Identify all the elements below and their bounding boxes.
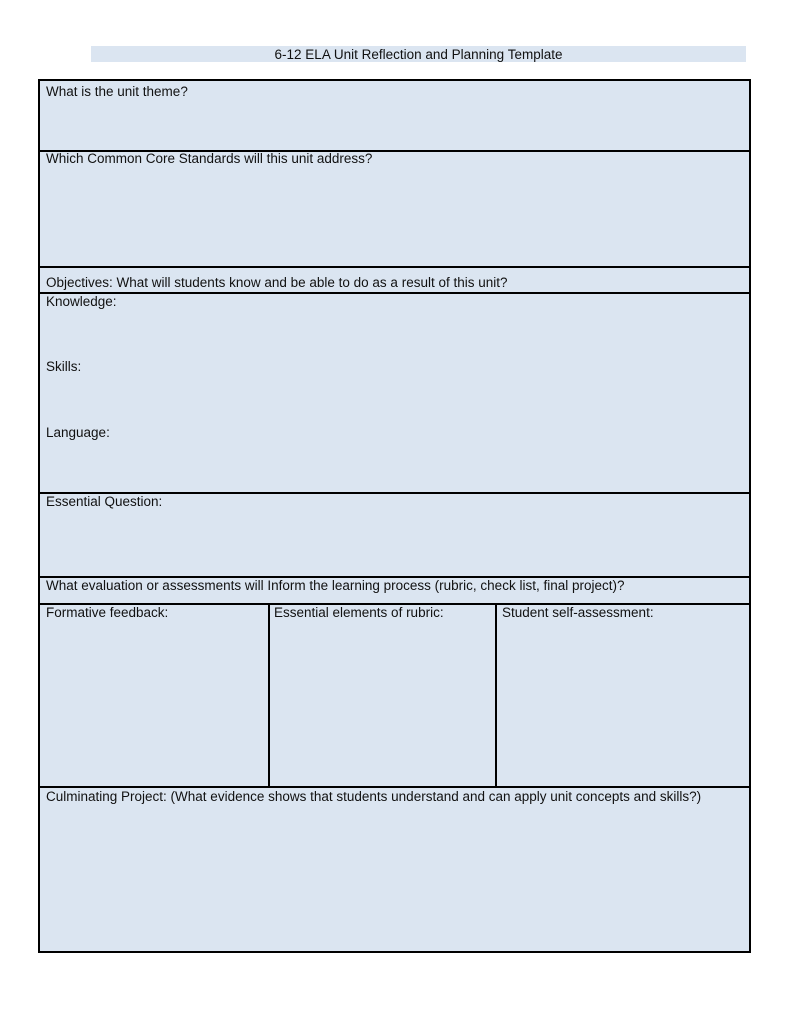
formative-feedback-label: Formative feedback: [46,605,169,620]
objectives-details-section[interactable] [40,292,749,494]
essential-question-section[interactable] [40,492,749,578]
document-title: 6-12 ELA Unit Reflection and Planning Template [91,46,746,62]
formative-feedback-cell[interactable] [40,603,270,786]
knowledge-label: Knowledge: [46,294,117,309]
culminating-project-section[interactable] [40,786,749,950]
rubric-elements-label: Essential elements of rubric: [274,605,444,620]
standards-label: Which Common Core Standards will this unit address? [46,151,373,166]
standards-section[interactable] [40,150,749,268]
self-assessment-label: Student self-assessment: [502,605,654,620]
skills-label: Skills: [46,359,82,374]
unit-theme-section[interactable] [40,81,749,152]
self-assessment-cell[interactable] [495,603,749,786]
evaluation-header-section [40,576,749,605]
assessment-columns-section [40,603,749,788]
essential-question-label: Essential Question: [46,494,163,509]
objectives-label: Objectives: What will students know and be able to do as a result of this unit? [46,275,508,290]
rubric-elements-cell[interactable] [268,603,497,786]
culminating-project-label: Culminating Project: (What evidence shows that students understand and can apply unit concepts and skills?) [46,789,702,804]
evaluation-label: What evaluation or assessments will Inform the learning process (rubric, check list, final project)? [46,578,625,593]
planning-form [38,79,751,953]
unit-theme-label: What is the unit theme? [46,84,188,99]
objectives-header-section [40,266,749,294]
language-label: Language: [46,425,110,440]
